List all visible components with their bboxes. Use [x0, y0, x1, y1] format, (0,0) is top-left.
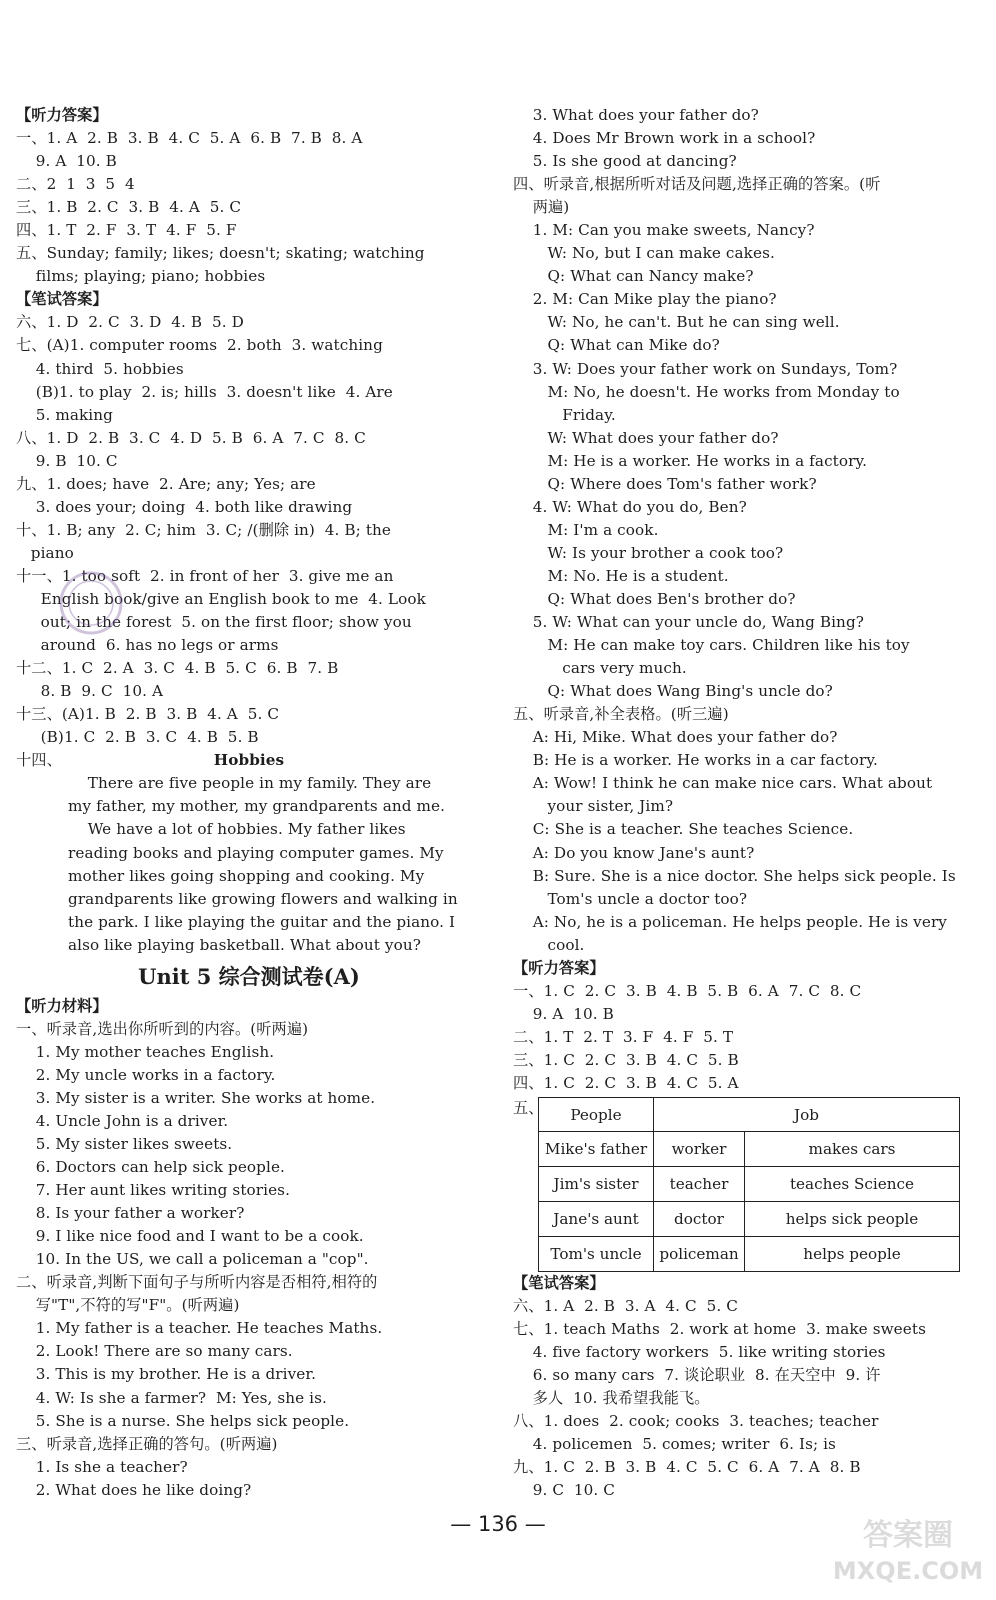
text-line: 写"T",不符的写"F"。(听两遍): [16, 1296, 240, 1315]
table-row: [539, 1132, 960, 1167]
text-line: reading books and playing computer games. My: [68, 843, 444, 862]
text-line: 9. A 10. B: [16, 152, 117, 171]
text-line: cool.: [513, 935, 585, 954]
svg-text:MXQE.COM: MXQE.COM: [834, 1557, 982, 1585]
text-line: 9. B 10. C: [16, 451, 118, 470]
text-line: 一、听录音,选出你所听到的内容。(听两遍): [16, 1019, 309, 1038]
essay-title: Hobbies: [213, 751, 285, 770]
text-line: 五、Sunday; family; likes; doesn't; skating; watching: [16, 244, 425, 263]
text-line: 2. Look! There are so many cars.: [16, 1342, 293, 1361]
text-line: 六、1. A 2. B 3. A 4. C 5. C: [513, 1297, 738, 1316]
text-line: There are five people in my family. They are: [68, 774, 432, 793]
text-line: 7. Her aunt likes writing stories.: [16, 1181, 291, 1200]
text-line: W: Is your brother a cook too?: [513, 543, 784, 562]
text-line: C: She is a teacher. She teaches Science.: [513, 820, 854, 839]
table-header-row: [539, 1098, 960, 1132]
svg-text:答案圈: 答案圈: [863, 1518, 953, 1553]
written-answers-block: [513, 1272, 976, 1502]
text-line: 2. What does he like doing?: [16, 1480, 252, 1499]
section-heading: 【听力答案】: [513, 958, 605, 977]
text-line: M: I'm a cook.: [513, 520, 659, 539]
table-section: [513, 1097, 976, 1272]
text-line: mother likes going shopping and cooking. My: [68, 866, 425, 885]
text-line: W: No, but I can make cakes.: [513, 244, 775, 263]
text-line: your sister, Jim?: [513, 797, 674, 816]
text-line: W: What does your father do?: [513, 428, 779, 447]
text-line: 七、1. teach Maths 2. work at home 3. make sweets: [513, 1320, 926, 1339]
text-line: 三、1. C 2. C 3. B 4. C 5. B: [513, 1050, 739, 1069]
table-row: [539, 1202, 960, 1237]
table-cell: worker: [654, 1132, 745, 1167]
essay-label: 十四、: [16, 751, 62, 770]
right-script-block: [513, 104, 976, 1095]
text-line: M: No. He is a student.: [513, 566, 729, 585]
jobs-table: [538, 1097, 960, 1272]
text-line: 4. policemen 5. comes; writer 6. Is; is: [513, 1435, 836, 1454]
table-cell: Tom's uncle: [539, 1237, 654, 1272]
text-line: Tom's uncle a doctor too?: [513, 889, 748, 908]
text-line: 3. My sister is a writer. She works at home.: [16, 1088, 376, 1107]
text-line: 4. Does Mr Brown work in a school?: [513, 129, 816, 148]
text-line: 4. five factory workers 5. like writing stories: [513, 1343, 886, 1362]
text-line: 4. Uncle John is a driver.: [16, 1111, 229, 1130]
table-header-people: People: [539, 1098, 654, 1132]
text-line: M: He can make toy cars. Children like his toy: [513, 636, 910, 655]
watermark-logo: [834, 1505, 982, 1591]
text-line: A: No, he is a policeman. He helps people. He is very: [513, 912, 947, 931]
text-line: piano: [16, 543, 74, 562]
text-line: cars very much.: [513, 659, 687, 678]
right-column: [513, 104, 976, 1502]
text-line: 1. My father is a teacher. He teaches Maths.: [16, 1319, 383, 1338]
table-cell: teacher: [654, 1167, 745, 1202]
text-line: out; in the forest 5. on the first floor; show you: [16, 613, 412, 632]
text-line: 十、1. B; any 2. C; him 3. C; /(删除 in) 4. B; the: [16, 520, 391, 539]
table-row: [539, 1237, 960, 1272]
table-cell: helps sick people: [745, 1202, 960, 1237]
text-line: We have a lot of hobbies. My father likes: [68, 820, 406, 839]
text-line: English book/give an English book to me 4. Look: [16, 589, 426, 608]
text-line: 二、听录音,判断下面句子与所听内容是否相符,相符的: [16, 1273, 378, 1292]
text-line: my father, my mother, my grandparents and me.: [68, 797, 446, 816]
text-line: 二、1. T 2. T 3. F 4. F 5. T: [513, 1027, 734, 1046]
text-line: 四、1. T 2. F 3. T 4. F 5. F: [16, 221, 237, 240]
page-number: — 136 —: [450, 1512, 546, 1536]
text-line: W: No, he can't. But he can sing well.: [513, 313, 840, 332]
text-line: 4. W: What do you do, Ben?: [513, 497, 747, 516]
text-line: 1. My mother teaches English.: [16, 1042, 275, 1061]
text-line: (B)1. to play 2. is; hills 3. doesn't like 4. Are: [16, 382, 393, 401]
text-line: 6. Doctors can help sick people.: [16, 1158, 285, 1177]
text-line: 二、2 1 3 5 4: [16, 175, 135, 194]
text-line: 1. M: Can you make sweets, Nancy?: [513, 221, 815, 240]
text-line: A: Wow! I think he can make nice cars. What about: [513, 774, 933, 793]
left-answers-block: [16, 104, 482, 749]
text-line: 九、1. C 2. B 3. B 4. C 5. C 6. A 7. A 8. B: [513, 1458, 861, 1477]
section-heading: 【笔试答案】: [513, 1274, 605, 1293]
table-cell: teaches Science: [745, 1167, 960, 1202]
text-line: 六、1. D 2. C 3. D 4. B 5. D: [16, 313, 244, 332]
text-line: Q: What does Wang Bing's uncle do?: [513, 682, 833, 701]
text-line: 5. Is she good at dancing?: [513, 152, 737, 171]
text-line: 一、1. C 2. C 3. B 4. B 5. B 6. A 7. C 8. C: [513, 981, 862, 1000]
text-line: 9. A 10. B: [513, 1004, 614, 1023]
stamp-mark: [56, 568, 126, 638]
text-line: 5. W: What can your uncle do, Wang Bing?: [513, 613, 865, 632]
text-line: 4. third 5. hobbies: [16, 359, 184, 378]
text-line: 5. making: [16, 405, 113, 424]
text-line: 3. W: Does your father work on Sundays, Tom?: [513, 359, 898, 378]
text-line: 3. does your; doing 4. both like drawing: [16, 497, 353, 516]
text-line: A: Do you know Jane's aunt?: [513, 843, 755, 862]
table-cell: doctor: [654, 1202, 745, 1237]
text-line: 十二、1. C 2. A 3. C 4. B 5. C 6. B 7. B: [16, 659, 339, 678]
text-line: 十一、1. too soft 2. in front of her 3. give me an: [16, 566, 394, 585]
text-line: 9. C 10. C: [513, 1481, 616, 1500]
text-line: the park. I like playing the guitar and the piano. I: [68, 912, 456, 931]
text-line: 七、(A)1. computer rooms 2. both 3. watching: [16, 336, 383, 355]
table-cell: Jane's aunt: [539, 1202, 654, 1237]
text-line: films; playing; piano; hobbies: [16, 267, 266, 286]
essay-block: [16, 749, 482, 956]
text-line: 多人 10. 我希望我能飞。: [513, 1389, 710, 1408]
unit-title: Unit 5 综合测试卷(A): [138, 963, 360, 989]
text-line: grandparents like growing flowers and walking in: [68, 889, 458, 908]
section-heading: 【听力材料】: [16, 996, 108, 1015]
text-line: 8. B 9. C 10. A: [16, 682, 164, 701]
essay-body: [16, 772, 482, 956]
text-line: 9. I like nice food and I want to be a cook.: [16, 1227, 364, 1246]
table-cell: Jim's sister: [539, 1167, 654, 1202]
text-line: 四、1. C 2. C 3. B 4. C 5. A: [513, 1073, 739, 1092]
text-line: B: Sure. She is a nice doctor. She helps sick people. Is: [513, 866, 956, 885]
text-line: 10. In the US, we call a policeman a "cop".: [16, 1250, 369, 1269]
table-cell: policeman: [654, 1237, 745, 1272]
table-row: [539, 1167, 960, 1202]
text-line: 三、1. B 2. C 3. B 4. A 5. C: [16, 198, 242, 217]
text-line: Q: What can Nancy make?: [513, 267, 754, 286]
text-line: 4. W: Is she a farmer? M: Yes, she is.: [16, 1388, 327, 1407]
text-line: Q: What can Mike do?: [513, 336, 720, 355]
text-line: 3. What does your father do?: [513, 106, 759, 124]
left-column: [16, 104, 482, 1502]
text-line: M: He is a worker. He works in a factory.: [513, 451, 868, 470]
text-line: 5. My sister likes sweets.: [16, 1135, 233, 1154]
text-line: 八、1. D 2. B 3. C 4. D 5. B 6. A 7. C 8. C: [16, 428, 366, 447]
text-line: 三、听录音,选择正确的答句。(听两遍): [16, 1434, 278, 1453]
text-line: 一、1. A 2. B 3. B 4. C 5. A 6. B 7. B 8. A: [16, 129, 363, 148]
text-line: A: Hi, Mike. What does your father do?: [513, 728, 838, 747]
table-cell: helps people: [745, 1237, 960, 1272]
text-line: also like playing basketball. What about you?: [68, 935, 421, 954]
text-line: 1. Is she a teacher?: [16, 1457, 188, 1476]
text-line: 8. Is your father a worker?: [16, 1204, 245, 1223]
section-heading: 【笔试答案】: [16, 290, 108, 309]
table-label: 五、: [513, 1099, 544, 1118]
text-line: Friday.: [513, 405, 616, 424]
text-line: 5. She is a nurse. She helps sick people.: [16, 1411, 350, 1430]
table-cell: Mike's father: [539, 1132, 654, 1167]
listening-material-block: [16, 995, 482, 1502]
text-line: 2. M: Can Mike play the piano?: [513, 290, 777, 309]
text-line: 四、听录音,根据所听对话及问题,选择正确的答案。(听: [513, 175, 881, 194]
text-line: (B)1. C 2. B 3. C 4. B 5. B: [16, 728, 259, 747]
text-line: 2. My uncle works in a factory.: [16, 1065, 276, 1084]
table-cell: makes cars: [745, 1132, 960, 1167]
text-line: 3. This is my brother. He is a driver.: [16, 1365, 316, 1384]
text-line: 五、听录音,补全表格。(听三遍): [513, 705, 729, 724]
text-line: Q: What does Ben's brother do?: [513, 589, 796, 608]
text-line: B: He is a worker. He works in a car factory.: [513, 751, 878, 770]
text-line: 九、1. does; have 2. Are; any; Yes; are: [16, 474, 316, 493]
table-header-job: Job: [654, 1098, 960, 1132]
section-heading: 【听力答案】: [16, 106, 108, 124]
text-line: M: No, he doesn't. He works from Monday to: [513, 382, 900, 401]
text-line: 两遍): [513, 198, 570, 217]
text-line: Q: Where does Tom's father work?: [513, 474, 817, 493]
text-line: 6. so many cars 7. 谈论职业 8. 在天空中 9. 许: [513, 1366, 881, 1385]
text-line: 八、1. does 2. cook; cooks 3. teaches; teacher: [513, 1412, 879, 1431]
text-line: around 6. has no legs or arms: [16, 636, 279, 655]
text-line: 十三、(A)1. B 2. B 3. B 4. A 5. C: [16, 705, 280, 724]
